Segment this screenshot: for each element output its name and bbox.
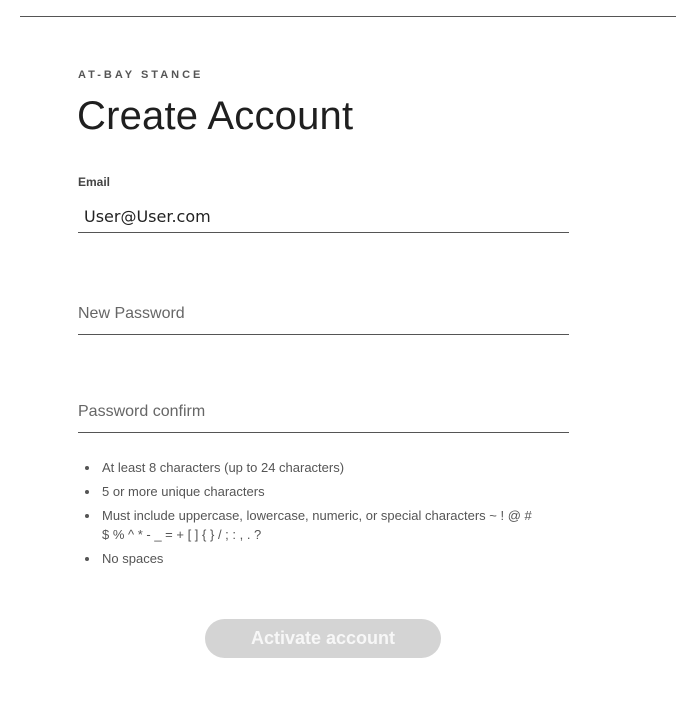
requirement-item: No spaces <box>102 549 542 568</box>
password-confirm-input[interactable] <box>78 398 569 433</box>
requirement-item: At least 8 characters (up to 24 characters) <box>102 458 542 477</box>
brand-name: AT-BAY STANCE <box>78 69 204 81</box>
email-label: Email <box>78 175 111 189</box>
top-divider <box>20 16 676 17</box>
new-password-group <box>78 300 569 335</box>
email-group <box>78 175 569 233</box>
page-title: Create Account <box>77 94 354 138</box>
password-confirm-group <box>78 398 569 433</box>
email-input[interactable] <box>78 207 569 233</box>
requirement-item: Must include uppercase, lowercase, numeric, or special characters ~ ! @ # $ % ^ * - _ = + [ ] { } / ; : , . ? <box>102 506 542 544</box>
requirement-item: 5 or more unique characters <box>102 482 542 501</box>
password-requirements-list <box>78 458 542 573</box>
activate-account-button[interactable]: Activate account <box>205 619 441 658</box>
new-password-input[interactable] <box>78 300 569 335</box>
